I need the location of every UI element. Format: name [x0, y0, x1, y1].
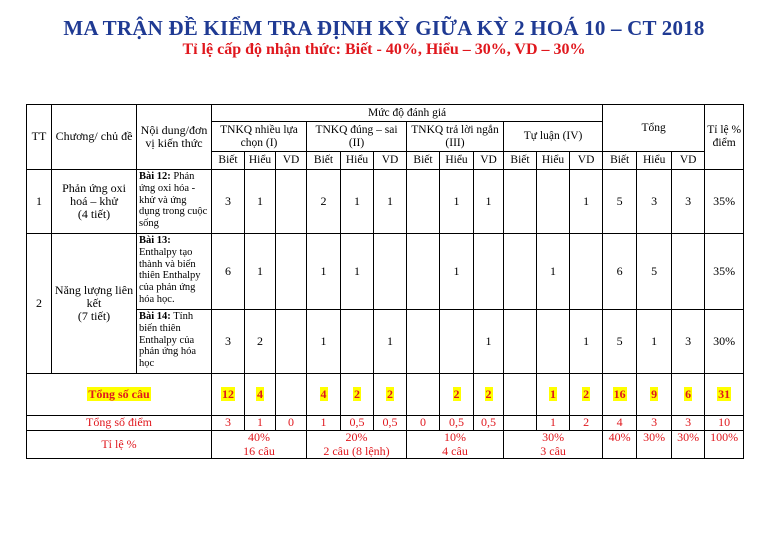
- cell: [276, 170, 307, 234]
- cell: 1: [307, 310, 341, 374]
- chapter-periods: (7 tiết): [77, 309, 111, 324]
- row-tt: 2: [27, 234, 52, 374]
- cell: 1: [245, 170, 276, 234]
- cell: [407, 234, 440, 310]
- ratio-pct: 20%: [345, 430, 368, 445]
- cell: [570, 234, 603, 310]
- cell: 2: [307, 170, 341, 234]
- cell: 6: [212, 234, 245, 310]
- cell: 1: [341, 170, 374, 234]
- sub-vd: VD: [474, 152, 504, 170]
- sub-hieu: Hiểu: [245, 152, 276, 170]
- points-total: 4: [603, 416, 637, 431]
- points-cell: 0: [407, 416, 440, 431]
- points-cell: 1: [307, 416, 341, 431]
- total-biet: 5: [603, 170, 637, 234]
- cell: [504, 310, 537, 374]
- ratio-total: 30%: [672, 431, 705, 459]
- cell: [276, 310, 307, 374]
- total-questions-label: Tổng số câu: [27, 374, 212, 416]
- header-ratio: Tỉ lệ % điểm: [705, 105, 744, 170]
- points-cell: 2: [570, 416, 603, 431]
- points-cell: 1: [245, 416, 276, 431]
- sub-hieu: Hiểu: [537, 152, 570, 170]
- ratio-pct: 10%: [444, 430, 466, 445]
- cell: 1: [307, 234, 341, 310]
- cell: 1: [440, 234, 474, 310]
- points-cell: 3: [212, 416, 245, 431]
- header-group-iii: TNKQ trả lời ngắn (III): [407, 122, 504, 152]
- points-cell: 1: [537, 416, 570, 431]
- table-row: [27, 234, 744, 310]
- ratio-pct: 40%: [248, 430, 270, 445]
- sum-total: 9: [637, 374, 672, 416]
- sum-cell: [407, 374, 440, 416]
- sum-cell: 2: [474, 374, 504, 416]
- sub-biet: Biết: [212, 152, 245, 170]
- ratio-group-iii: [407, 431, 504, 459]
- cell: [504, 234, 537, 310]
- ratio-pct: 30%: [542, 430, 565, 445]
- total-points-label: Tổng số điểm: [27, 416, 212, 431]
- total-questions-row: [27, 374, 744, 416]
- cell: 1: [570, 170, 603, 234]
- cell: 1: [374, 170, 407, 234]
- total-vd: 3: [672, 310, 705, 374]
- sub-biet: Biết: [504, 152, 537, 170]
- header-chapter: Chương/ chủ đề: [52, 105, 137, 170]
- lesson-desc: Tính biến thiên Enthalpy của phản ứng hóa học: [139, 311, 197, 369]
- sum-cell: 2: [341, 374, 374, 416]
- sum-total: 6: [672, 374, 705, 416]
- sub-vd: VD: [570, 152, 603, 170]
- sum-cell: 1: [537, 374, 570, 416]
- sub-biet: Biết: [603, 152, 637, 170]
- lesson-title: Bài 14:: [139, 311, 171, 322]
- cell: [440, 310, 474, 374]
- sub-vd: VD: [672, 152, 705, 170]
- document-title: MA TRẬN ĐỀ KIỂM TRA ĐỊNH KỲ GIỮA KỲ 2 HOÁ 10 – CT 2018: [63, 16, 705, 40]
- total-biet: 6: [603, 234, 637, 310]
- sum-cell: [504, 374, 537, 416]
- ratio-detail: 4 câu: [442, 443, 468, 458]
- total-vd: 3: [672, 170, 705, 234]
- sub-hieu: Hiểu: [637, 152, 672, 170]
- row-chapter: [52, 170, 137, 234]
- cell: 3: [212, 310, 245, 374]
- ratio-group-ii: [307, 431, 407, 459]
- cell: [407, 170, 440, 234]
- cell: 1: [474, 310, 504, 374]
- total-biet: 5: [603, 310, 637, 374]
- cell: [374, 234, 407, 310]
- total-hieu: 5: [637, 234, 672, 310]
- cell: [407, 310, 440, 374]
- row-content: [137, 170, 212, 234]
- sub-vd: VD: [276, 152, 307, 170]
- cell: [276, 234, 307, 310]
- cell: [474, 234, 504, 310]
- sum-cell: 2: [374, 374, 407, 416]
- ratio-overall: 100%: [705, 431, 744, 459]
- row-ratio: 35%: [705, 234, 744, 310]
- cell: 1: [245, 234, 276, 310]
- ratio-total: 40%: [603, 431, 637, 459]
- cell: 1: [341, 234, 374, 310]
- header-group-ii: TNKQ đúng – sai (II): [307, 122, 407, 152]
- cell: 1: [537, 234, 570, 310]
- cell: 3: [212, 170, 245, 234]
- cell: 1: [570, 310, 603, 374]
- points-cell: [504, 416, 537, 431]
- cell: 1: [474, 170, 504, 234]
- ratio-label: Tỉ lệ %: [27, 431, 212, 459]
- cell: [504, 170, 537, 234]
- lesson-title: Bài 12:: [139, 171, 171, 182]
- sum-ratio: 31: [705, 374, 744, 416]
- assessment-matrix-table: [26, 104, 744, 459]
- ratio-detail: 2 câu (8 lệnh): [323, 443, 390, 458]
- points-ratio: 10: [705, 416, 744, 431]
- header-tt: TT: [27, 105, 52, 170]
- sub-vd: VD: [374, 152, 407, 170]
- document-subtitle: Tỉ lệ cấp độ nhận thức: Biết - 40%, Hiểu – 30%, VD – 30%: [182, 41, 586, 58]
- points-cell: 0,5: [474, 416, 504, 431]
- lesson-desc: Phản ứng oxi hóa - khử và ứng dụng trong cuộc sống: [139, 171, 208, 229]
- ratio-group-iv: [504, 431, 603, 459]
- total-points-row: [27, 416, 744, 431]
- cell: 2: [245, 310, 276, 374]
- header-group-iv: Tự luận (IV): [504, 122, 603, 152]
- cell: 1: [440, 170, 474, 234]
- total-vd: [672, 234, 705, 310]
- chapter-name: Phản ứng oxi hoá – khử: [62, 180, 126, 208]
- ratio-group-i: [212, 431, 307, 459]
- ratio-detail: 3 câu: [540, 443, 566, 458]
- row-chapter: [52, 234, 137, 374]
- total-hieu: 3: [637, 170, 672, 234]
- header-total: Tổng: [603, 105, 705, 152]
- sum-cell: 2: [440, 374, 474, 416]
- chapter-name: Năng lượng liên kết: [54, 282, 134, 310]
- points-cell: 0,5: [374, 416, 407, 431]
- row-tt: 1: [27, 170, 52, 234]
- sum-cell: 12: [212, 374, 245, 416]
- lesson-desc: Enthalpy tạo thành và biến thiên Enthalpy của phản ứng hóa học.: [139, 246, 201, 305]
- chapter-periods: (4 tiết): [77, 207, 111, 222]
- row-content: [137, 234, 212, 310]
- sum-cell: [276, 374, 307, 416]
- cell: [537, 310, 570, 374]
- ratio-total: 30%: [637, 431, 672, 459]
- sum-cell: 2: [570, 374, 603, 416]
- cell: [341, 310, 374, 374]
- sum-cell: 4: [245, 374, 276, 416]
- cell: 1: [374, 310, 407, 374]
- sum-cell: 4: [307, 374, 341, 416]
- header-group-i: TNKQ nhiều lựa chọn (I): [212, 122, 307, 152]
- cell: [537, 170, 570, 234]
- sub-hieu: Hiểu: [341, 152, 374, 170]
- table-row: [27, 170, 744, 234]
- row-ratio: 30%: [705, 310, 744, 374]
- sub-biet: Biết: [407, 152, 440, 170]
- header-content: Nội dung/đơn vị kiến thức: [137, 105, 212, 170]
- sum-total: 16: [603, 374, 637, 416]
- ratio-detail: 16 câu: [243, 443, 275, 458]
- sub-biet: Biết: [307, 152, 341, 170]
- row-ratio: 35%: [705, 170, 744, 234]
- points-cell: 0,5: [341, 416, 374, 431]
- points-total: 3: [637, 416, 672, 431]
- sub-hieu: Hiểu: [440, 152, 474, 170]
- ratio-row: [27, 431, 744, 459]
- points-cell: 0: [276, 416, 307, 431]
- header-level: Mức độ đánh giá: [212, 105, 603, 122]
- total-hieu: 1: [637, 310, 672, 374]
- points-cell: 0,5: [440, 416, 474, 431]
- lesson-title: Bài 13:: [139, 235, 171, 246]
- row-content: [137, 310, 212, 374]
- points-total: 3: [672, 416, 705, 431]
